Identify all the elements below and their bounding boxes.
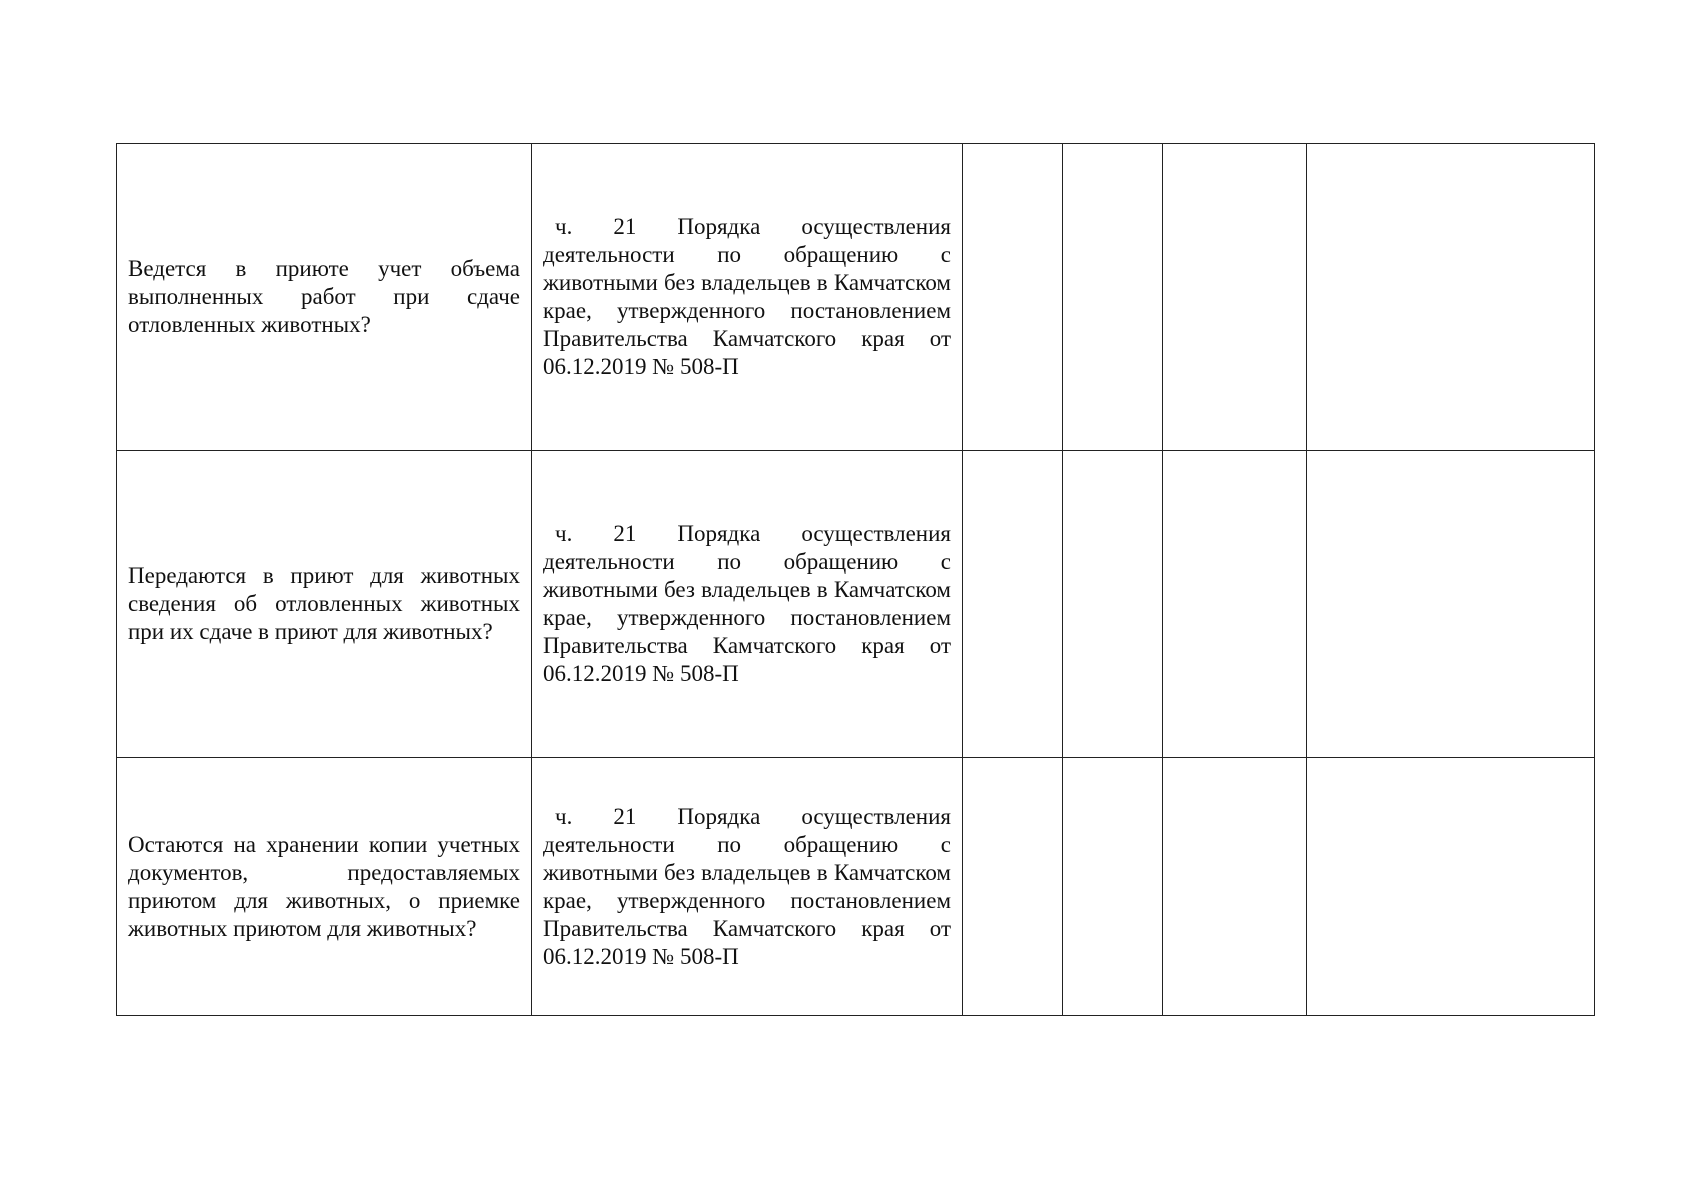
answer-no-cell[interactable] [1063, 758, 1163, 1016]
legal-basis-text: ч. 21 Порядка осуществления деятельности по обращению с животными без владельцев в Камчатском крае, утвержденного постановлением Правительства Камчатского края от 06.12.2019 № 508-П [543, 803, 951, 969]
answer-na-cell[interactable] [1163, 451, 1307, 758]
question-text: Ведется в приюте учет объема выполненных работ при сдаче отловленных животных? [128, 256, 520, 337]
answer-no-cell[interactable] [1063, 144, 1163, 451]
table-row [117, 758, 1595, 1016]
question-cell [117, 451, 532, 758]
question-cell [117, 144, 532, 451]
answer-na-cell[interactable] [1163, 758, 1307, 1016]
answer-yes-cell[interactable] [963, 451, 1063, 758]
legal-basis-cell [532, 451, 963, 758]
table-row [117, 451, 1595, 758]
answer-na-cell[interactable] [1163, 144, 1307, 451]
question-cell [117, 758, 532, 1016]
legal-basis-cell [532, 758, 963, 1016]
answer-yes-cell[interactable] [963, 758, 1063, 1016]
legal-basis-text: ч. 21 Порядка осуществления деятельности по обращению с животными без владельцев в Камчатском крае, утвержденного постановлением Правительства Камчатского края от 06.12.2019 № 508-П [543, 214, 951, 379]
question-text: Передаются в приют для животных сведения об отловленных животных при их сдаче в приют для животных? [128, 563, 520, 644]
question-text: Остаются на хранении копии учетных документов, предоставляемых приютом для животных, о приемке животных приютом для животных? [128, 831, 520, 941]
checklist-table [116, 143, 1595, 1016]
note-cell[interactable] [1307, 144, 1595, 451]
note-cell[interactable] [1307, 451, 1595, 758]
legal-basis-cell [532, 144, 963, 451]
note-cell[interactable] [1307, 758, 1595, 1016]
legal-basis-text: ч. 21 Порядка осуществления деятельности по обращению с животными без владельцев в Камчатском крае, утвержденного постановлением Правительства Камчатского края от 06.12.2019 № 508-П [543, 521, 951, 686]
table-row [117, 144, 1595, 451]
answer-yes-cell[interactable] [963, 144, 1063, 451]
answer-no-cell[interactable] [1063, 451, 1163, 758]
